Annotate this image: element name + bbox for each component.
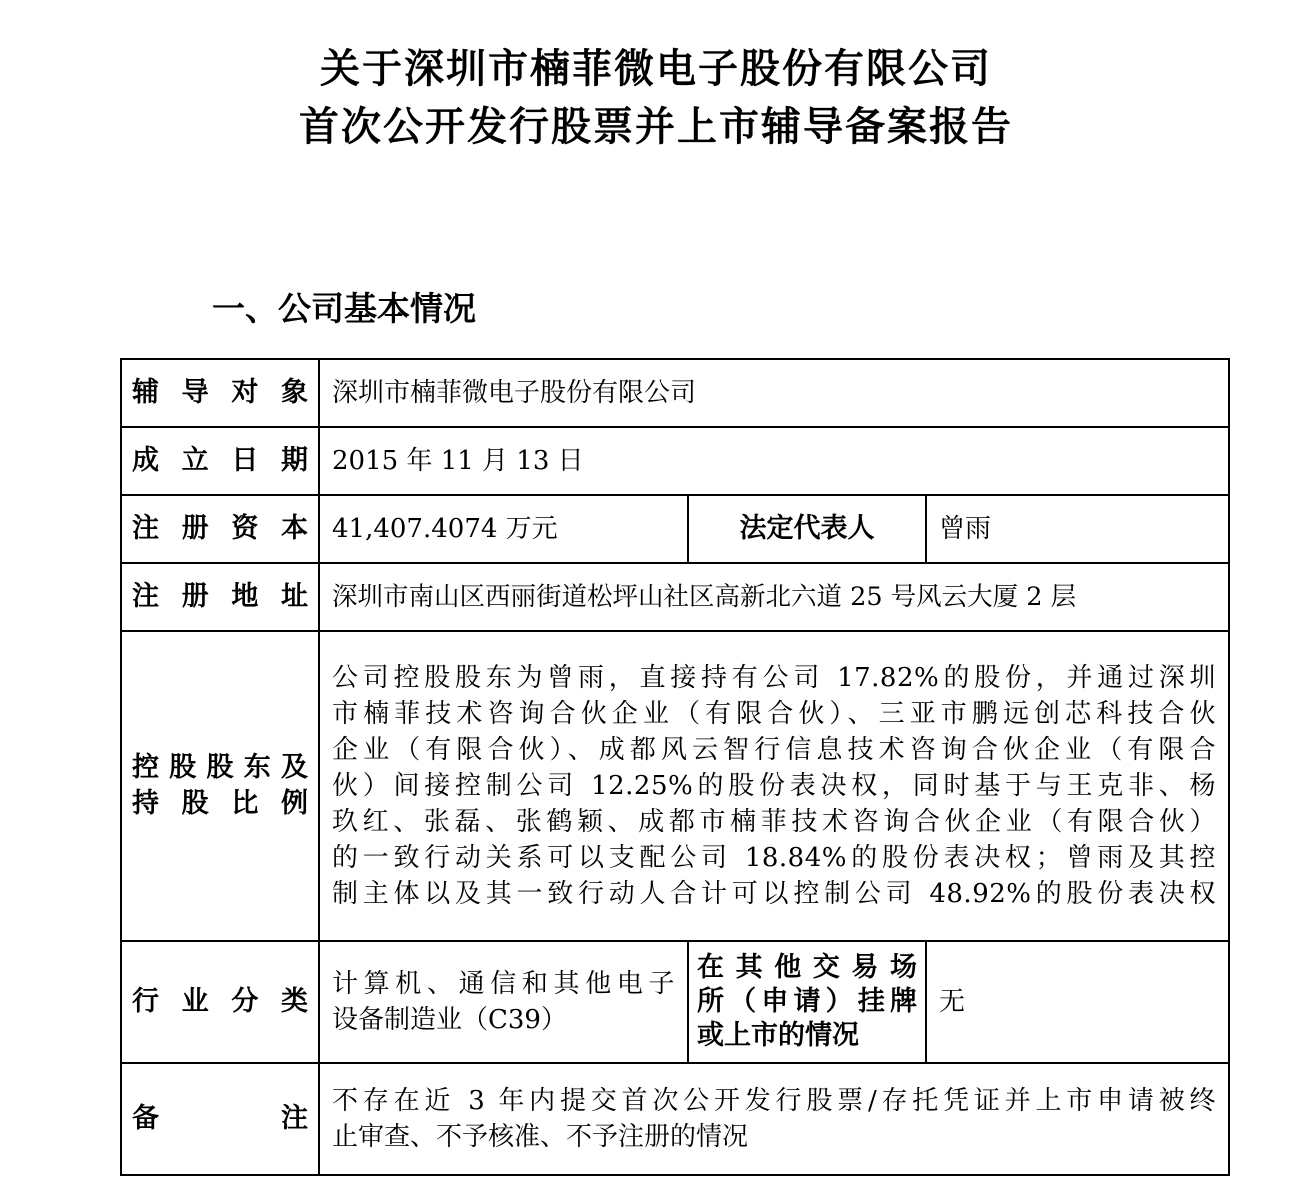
controller-value [319, 631, 1229, 941]
industry-value-line-1: 计算机、通信和其他电子 [332, 969, 675, 999]
company-info-table [120, 358, 1230, 1176]
remarks-line-1: 不存在近 3 年内提交首次公开发行股票/存托凭证并上市申请被终 [332, 1086, 1217, 1116]
document-title [0, 40, 1312, 156]
address-value: 深圳市南山区西丽街道松坪山社区高新北六道 25 号风云大厦 2 层 [319, 563, 1229, 631]
industry-value-line-2: 设备制造业（C39） [332, 1005, 567, 1035]
table-row-controller [121, 631, 1229, 941]
remarks-label: 备注 [121, 1063, 319, 1175]
capital-value: 41,407.4074 万元 [319, 495, 688, 563]
table-row-remarks [121, 1063, 1229, 1175]
address-label: 注册地址 [121, 563, 319, 631]
table-row-address [121, 563, 1229, 631]
other-exchange-label-line-3: 或上市的情况 [697, 1020, 859, 1051]
controller-label [121, 631, 319, 941]
title-line-1: 关于深圳市楠菲微电子股份有限公司 [320, 46, 992, 92]
table-row-counselee [121, 359, 1229, 427]
controller-line: 公司控股股东为曾雨，直接持有公司 17.82%的股份，并通过深圳 [332, 663, 1217, 693]
other-exchange-value: 无 [926, 941, 1229, 1063]
legal-rep-label: 法定代表人 [688, 495, 926, 563]
capital-label: 注册资本 [121, 495, 319, 563]
controller-line: 市楠菲技术咨询合伙企业（有限合伙）、三亚市鹏远创芯科技合伙 [332, 699, 1217, 729]
controller-label-line-1: 控股股东及 [132, 752, 308, 783]
remarks-value [319, 1063, 1229, 1175]
controller-line: 企业（有限合伙）、成都风云智行信息技术咨询合伙企业（有限合 [332, 735, 1217, 765]
legal-rep-value: 曾雨 [926, 495, 1229, 563]
remarks-line-2: 止审查、不予核准、不予注册的情况 [332, 1122, 749, 1152]
table-row-established [121, 427, 1229, 495]
section-heading: 一、公司基本情况 [212, 289, 476, 328]
counselee-value: 深圳市楠菲微电子股份有限公司 [319, 359, 1229, 427]
controller-line: 的一致行动关系可以支配公司 18.84%的股份表决权；曾雨及其控 [332, 843, 1217, 873]
controller-line: 玖红、张磊、张鹤颖、成都市楠菲技术咨询合伙企业（有限合伙） [332, 807, 1217, 837]
other-exchange-label [688, 941, 926, 1063]
controller-line: 制主体以及其一致行动人合计可以控制公司 48.92%的股份表决权 [332, 879, 1217, 909]
established-value: 2015 年 11 月 13 日 [319, 427, 1229, 495]
counselee-label: 辅导对象 [121, 359, 319, 427]
controller-label-line-2: 持股比例 [132, 788, 308, 819]
other-exchange-label-line-2: 所（申请）挂牌 [697, 986, 917, 1017]
controller-line: 伙）间接控制公司 12.25%的股份表决权，同时基于与王克非、杨 [332, 771, 1217, 801]
table-row-capital [121, 495, 1229, 563]
title-line-2: 首次公开发行股票并上市辅导备案报告 [299, 104, 1013, 150]
table-row-industry [121, 941, 1229, 1063]
other-exchange-label-line-1: 在其他交易场 [697, 952, 917, 983]
industry-label: 行业分类 [121, 941, 319, 1063]
established-label: 成立日期 [121, 427, 319, 495]
industry-value [319, 941, 688, 1063]
